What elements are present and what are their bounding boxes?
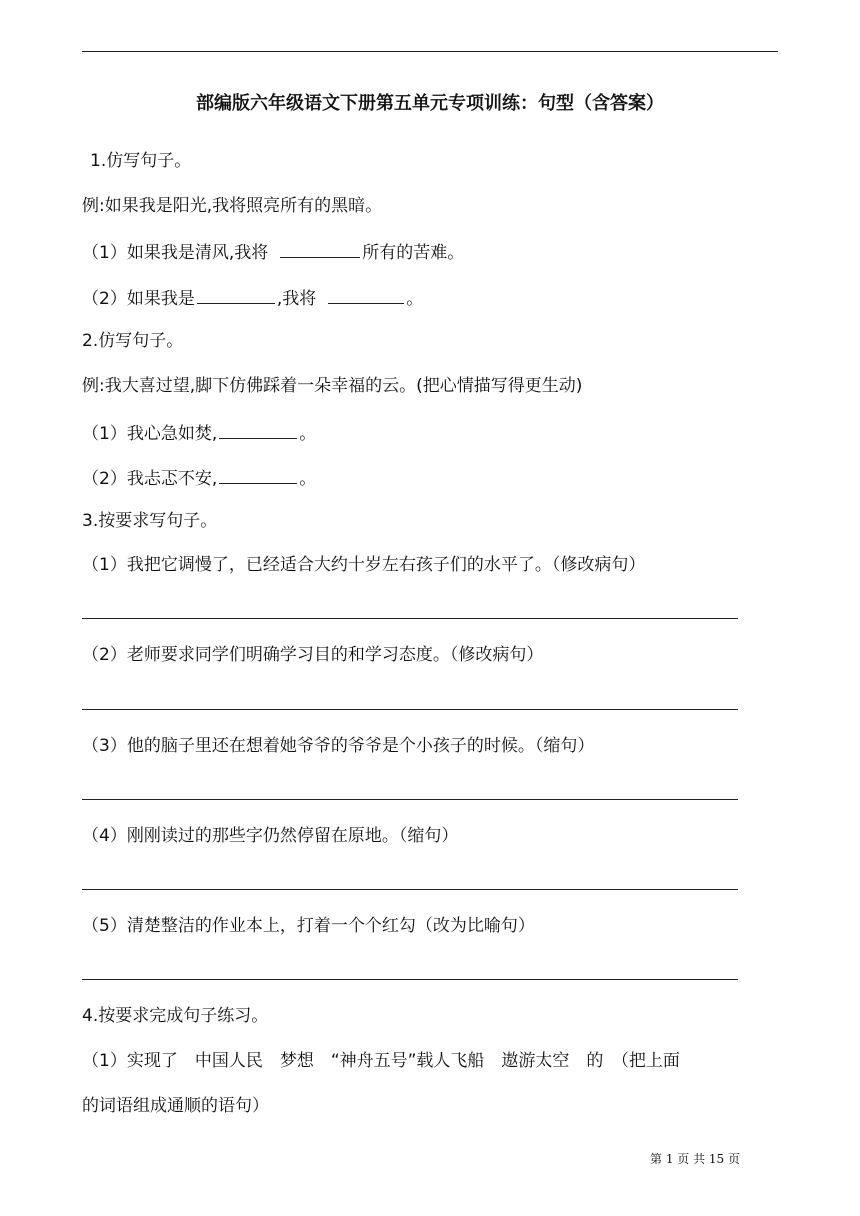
q3-item-4: （4）刚刚读过的那些字仍然停留在原地。（缩句） (82, 826, 459, 846)
q2-item-1-text-a: （1）我心急如焚, (82, 424, 218, 444)
q4-item-1-line-1: （1）实现了 中国人民 梦想 “神舟五号”载人飞船 遨游太空 的 （把上面 (82, 1051, 680, 1071)
q1-heading: 1.仿写句子。 (90, 151, 192, 171)
answer-line[interactable] (82, 618, 738, 619)
q3-item-1: （1）我把它调慢了，已经适合大约十岁左右孩子们的水平了。（修改病句） (82, 555, 646, 575)
answer-blank[interactable] (197, 285, 275, 304)
page-number: 第 1 页 共 15 页 (650, 1152, 740, 1166)
q1-item-2-text-c: 。 (406, 289, 424, 309)
q3-item-3: （3）他的脑子里还在想着她爷爷的爷爷是个小孩子的时候。（缩句） (82, 736, 595, 756)
answer-blank[interactable] (219, 420, 297, 439)
header-rule (82, 51, 778, 52)
q2-item-1-text-b: 。 (299, 424, 317, 444)
q2-example: 例:我大喜过望,脚下仿佛踩着一朵幸福的云。(把心情描写得更生动) (82, 376, 583, 396)
q2-item-2-text-b: 。 (299, 469, 317, 489)
q1-item-2-text-b: ,我将 (276, 289, 317, 309)
q2-item-2-text-a: （2）我忐忑不安, (82, 469, 218, 489)
q2-item-2 (82, 465, 316, 490)
q3-heading: 3.按要求写句子。 (82, 511, 218, 531)
document-title: 部编版六年级语文下册第五单元专项训练：句型（含答案） (196, 93, 664, 114)
q1-item-2-text-a: （2）如果我是 (82, 289, 195, 309)
q1-item-1-text-b: 所有的苦难。 (362, 243, 465, 263)
answer-blank[interactable] (328, 285, 404, 304)
q1-example: 例:如果我是阳光,我将照亮所有的黑暗。 (82, 196, 383, 216)
q3-item-2: （2）老师要求同学们明确学习目的和学习态度。（修改病句） (82, 645, 544, 665)
q4-item-1-line-2: 的词语组成通顺的语句） (82, 1096, 269, 1116)
answer-blank[interactable] (219, 465, 297, 484)
q1-item-1 (82, 239, 464, 264)
q2-item-1 (82, 420, 316, 445)
q2-heading: 2.仿写句子。 (82, 331, 184, 351)
q1-item-2 (82, 285, 423, 310)
q3-item-5: （5）清楚整洁的作业本上，打着一个个红勾（改为比喻句） (82, 916, 535, 936)
answer-line[interactable] (82, 889, 738, 890)
q1-item-1-text-a: （1）如果我是清风,我将 (82, 243, 269, 263)
answer-line[interactable] (82, 709, 738, 710)
q4-heading: 4.按要求完成句子练习。 (82, 1006, 269, 1026)
answer-blank[interactable] (280, 239, 360, 258)
answer-line[interactable] (82, 979, 738, 980)
answer-line[interactable] (82, 799, 738, 800)
